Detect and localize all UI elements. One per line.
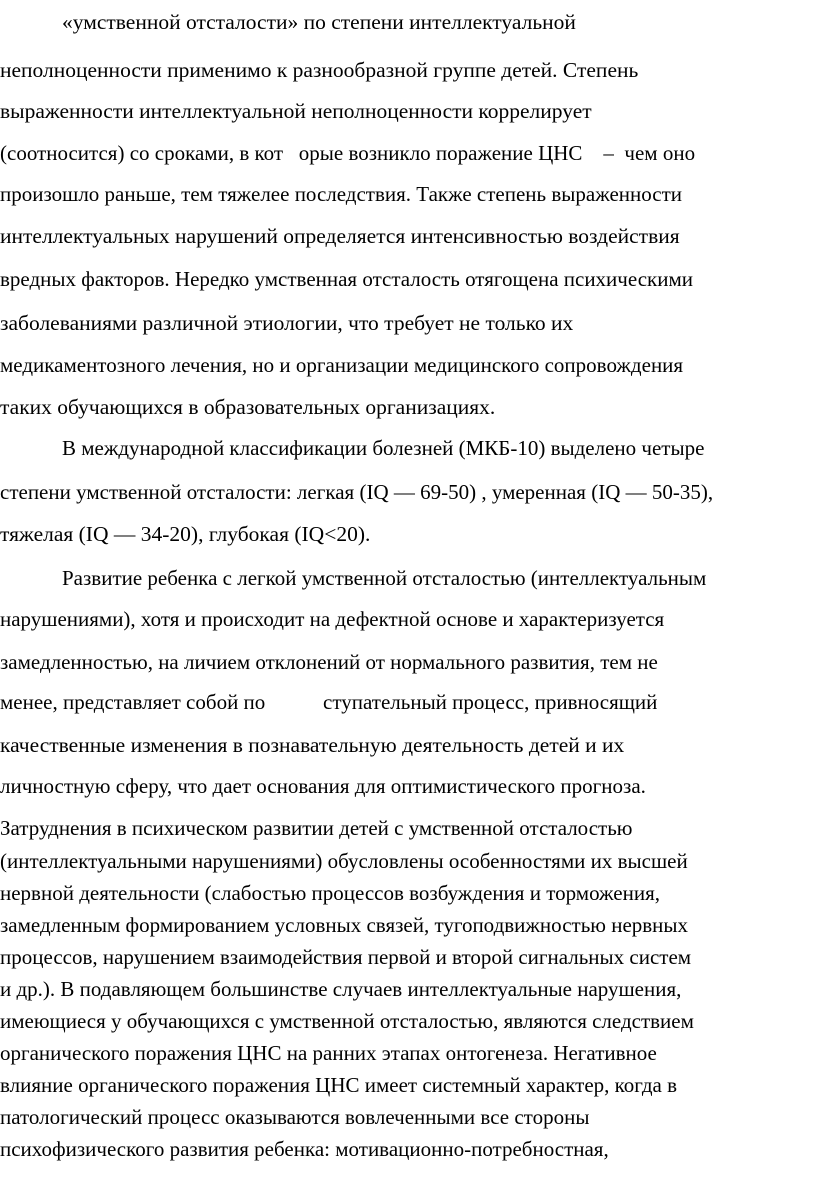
text-line: влияние органического поражения ЦНС имеет системный характер, когда в [0,1073,678,1097]
text-line: замедленным формированием условных связей, тугоподвижностью нервных [0,913,689,937]
text-line: степени умственной отсталости: легкая (IQ — 69-50) , умеренная (IQ — 50-35), [0,480,714,504]
text-line: Развитие ребенка с легкой умственной отсталостью (интеллектуальным [62,566,707,590]
text-line: неполноценности применимо к разнообразной группе детей. Степень [0,58,639,82]
text-line: нарушениями), хотя и происходит на дефектной основе и характеризуется [0,607,665,631]
text-line: (соотносится) со сроками, в кот орые возникло поражение ЦНС – чем оно [0,141,696,165]
text-line: В международной классификации болезней (МКБ-10) выделено четыре [62,436,705,460]
text-line: замедленностью, на личием отклонений от нормального развития, тем не [0,650,658,674]
text-line: вредных факторов. Нередко умственная отсталость отягощена психическими [0,267,693,291]
text-line: таких обучающихся в образовательных организациях. [0,395,496,419]
text-line: личностную сферу, что дает основания для оптимистического прогноза. [0,774,646,798]
text-line: нервной деятельности (слабостью процессов возбуждения и торможения, [0,881,660,905]
text-line: произошло раньше, тем тяжелее последствия. Также степень выраженности [0,182,683,206]
text-line: Затруднения в психическом развитии детей с умственной отсталостью [0,816,633,840]
text-line: (интеллектуальными нарушениями) обусловлены особенностями их высшей [0,849,688,873]
text-line: интеллектуальных нарушений определяется интенсивностью воздействия [0,224,680,248]
text-line: психофизического развития ребенка: мотивационно-потребностная, [0,1137,609,1161]
text-line: патологический процесс оказываются вовлеченными все стороны [0,1105,590,1129]
text-line: «умственной отсталости» по степени интеллектуальной [62,10,576,34]
text-line: заболеваниями различной этиологии, что требует не только их [0,311,574,335]
text-line: и др.). В подавляющем большинстве случаев интеллектуальные нарушения, [0,977,682,1001]
text-line: качественные изменения в познавательную деятельность детей и их [0,733,625,757]
text-line: выраженности интеллектуальной неполноценности коррелирует [0,99,592,123]
text-line: процессов, нарушением взаимодействия первой и второй сигнальных систем [0,945,692,969]
text-line: медикаментозного лечения, но и организации медицинского сопровождения [0,353,684,377]
text-line: органического поражения ЦНС на ранних этапах онтогенеза. Негативное [0,1041,657,1065]
text-line: менее, представляет собой по ступательный процесс, привносящий [0,690,658,714]
text-line: имеющиеся у обучающихся с умственной отсталостью, являются следствием [0,1009,694,1033]
text-line: тяжелая (IQ — 34-20), глубокая (IQ<20). [0,522,371,546]
